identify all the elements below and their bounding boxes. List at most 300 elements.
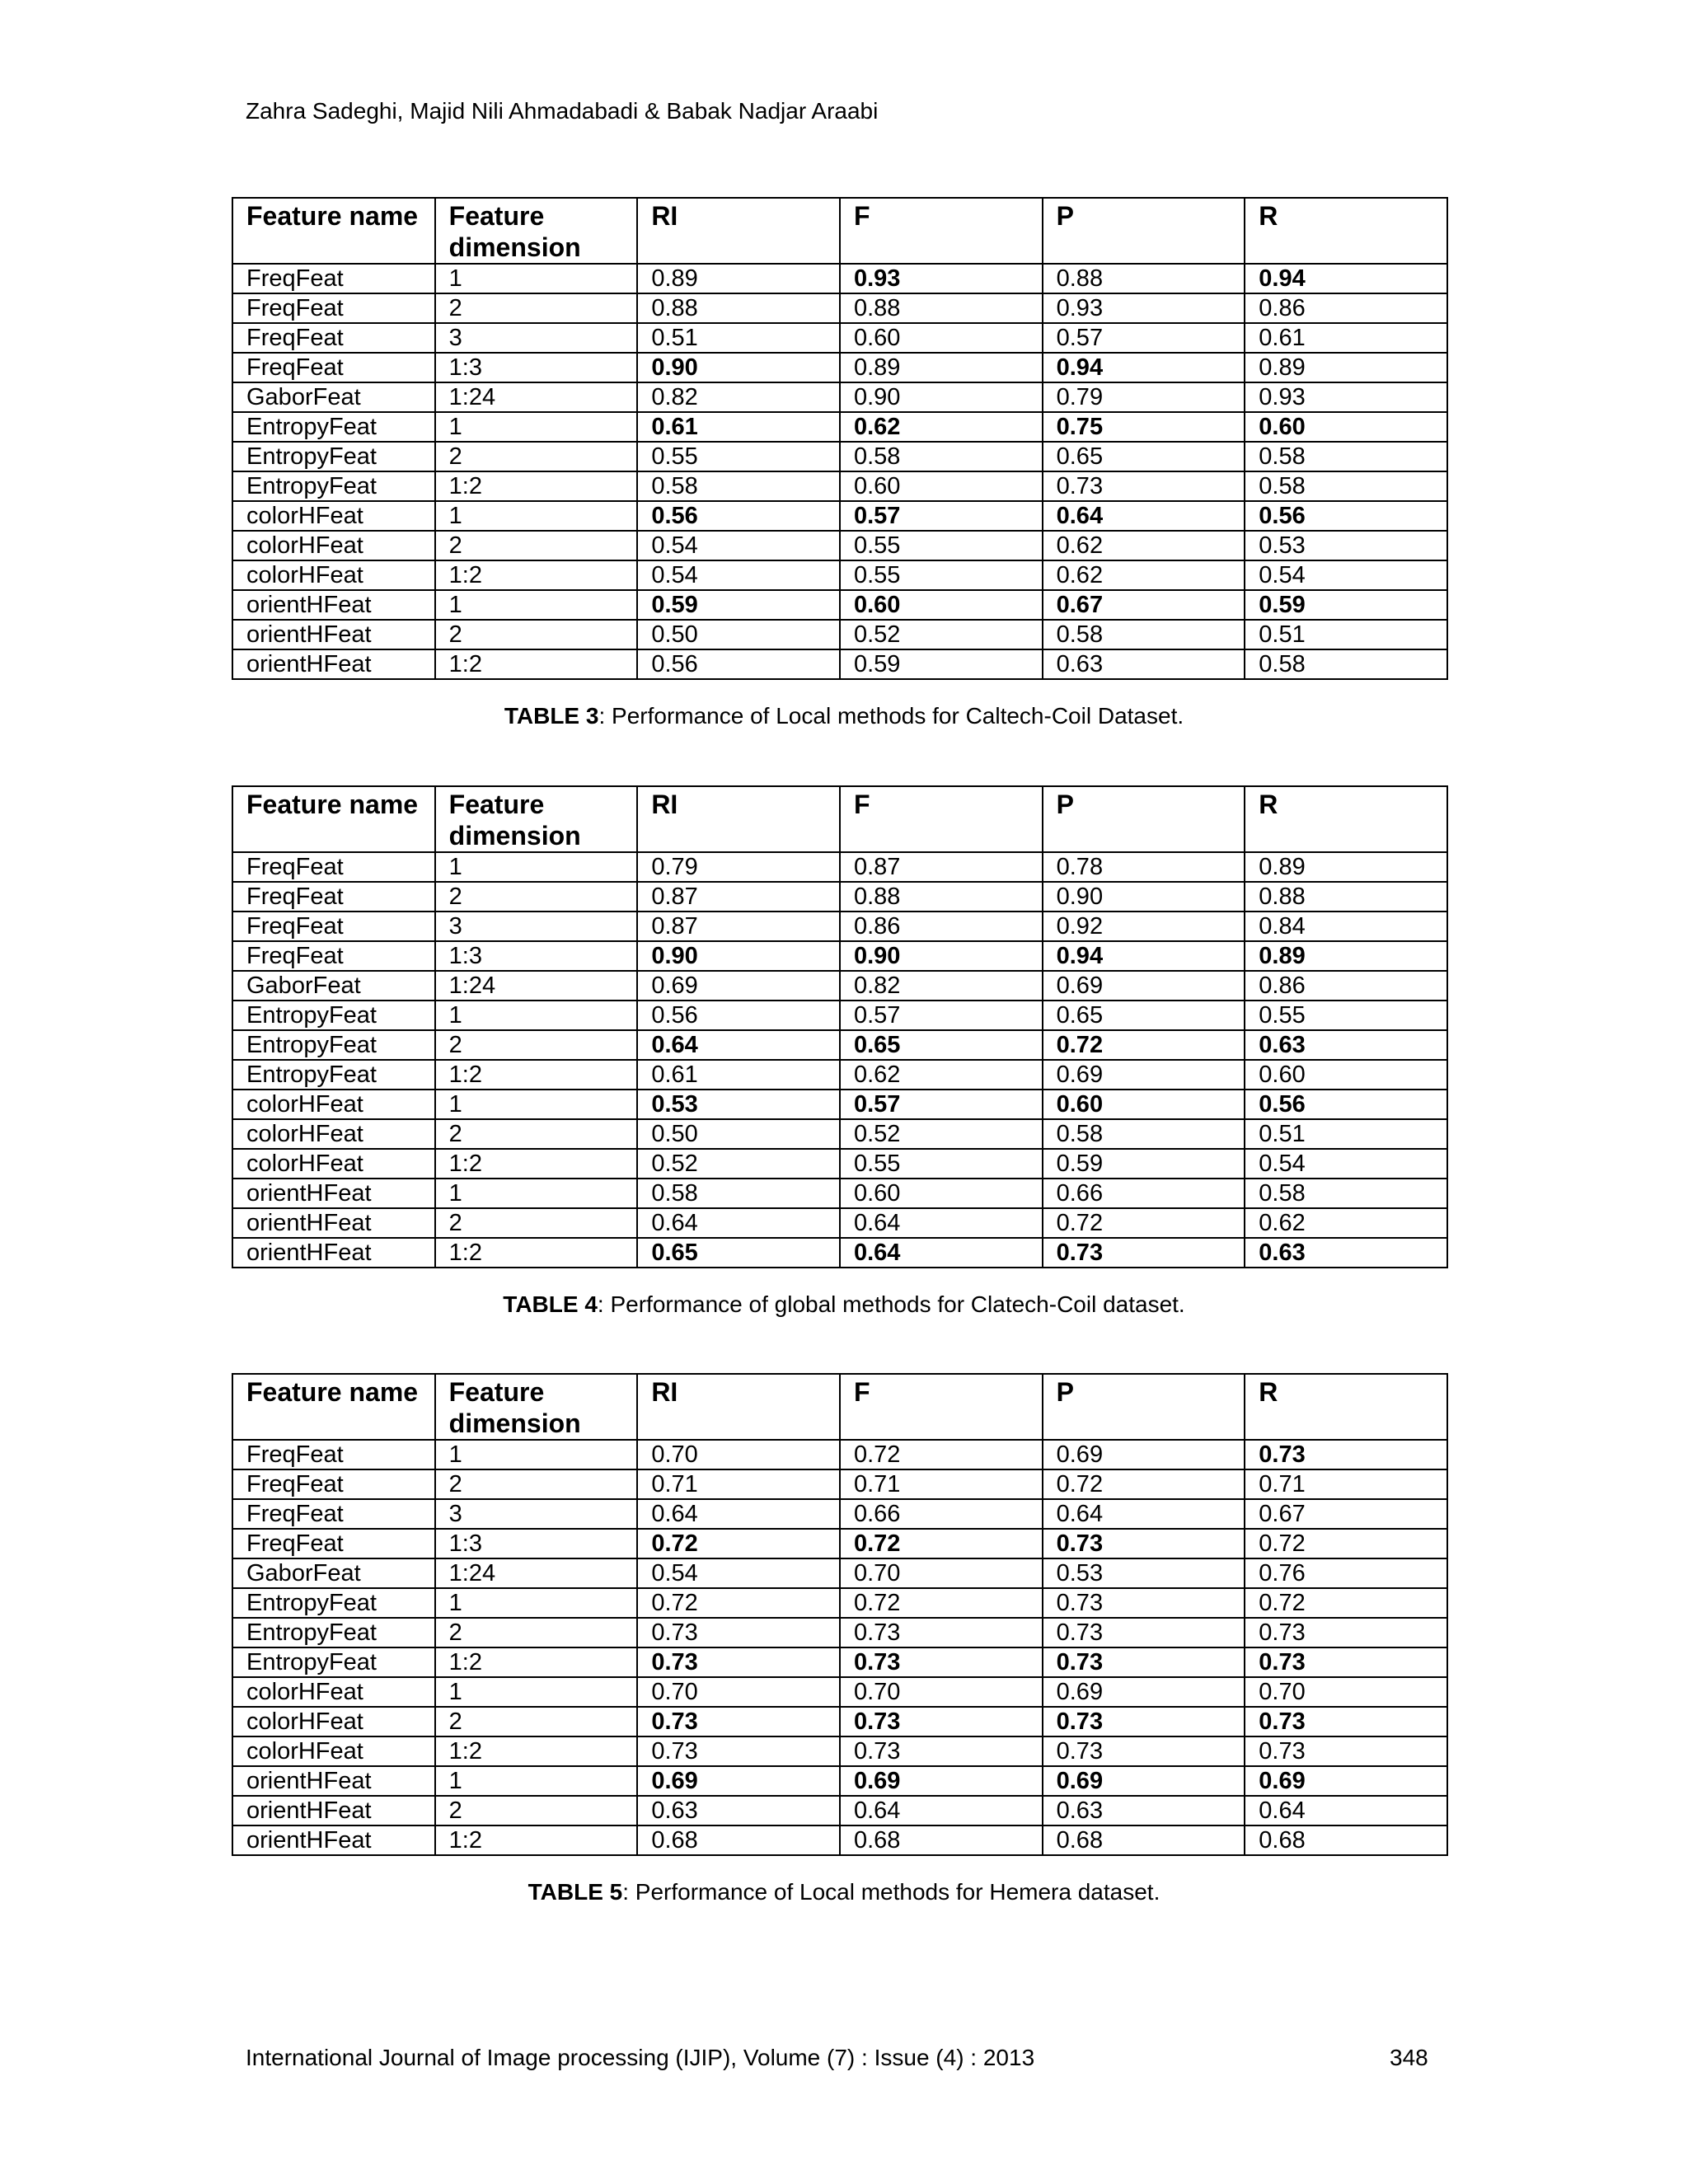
table-row (232, 1469, 1447, 1499)
table-cell: 0.73 (1245, 1736, 1447, 1766)
table-cell: 0.70 (637, 1440, 840, 1469)
table-cell: 0.72 (840, 1529, 1043, 1558)
table-cell: FreqFeat (232, 852, 435, 882)
table-cell: 0.64 (1043, 1499, 1245, 1529)
table-cell: 0.73 (1245, 1440, 1447, 1469)
table-row (232, 620, 1447, 649)
table-cell: 0.69 (1043, 1060, 1245, 1090)
table-cell: orientHFeat (232, 590, 435, 620)
header-row (232, 1374, 1447, 1440)
table-cell: EntropyFeat (232, 1618, 435, 1647)
table-cell: 1:2 (435, 1647, 638, 1677)
table-cell: 0.53 (637, 1090, 840, 1119)
table-cell: FreqFeat (232, 1529, 435, 1558)
table-cell: 1 (435, 1090, 638, 1119)
table-row (232, 531, 1447, 560)
caption-label: TABLE 5 (528, 1879, 623, 1905)
caption-text: : Performance of global methods for Clatech-Coil dataset. (597, 1291, 1185, 1317)
table-cell: 0.58 (1245, 649, 1447, 679)
table-row (232, 1090, 1447, 1119)
table-cell: 0.73 (1043, 1238, 1245, 1268)
table-cell: 0.55 (637, 442, 840, 471)
table-cell: 0.54 (1245, 560, 1447, 590)
table-row (232, 1647, 1447, 1677)
table-row (232, 501, 1447, 531)
table-row (232, 323, 1447, 353)
table-cell: 1:3 (435, 1529, 638, 1558)
table-cell: 0.55 (1245, 1001, 1447, 1030)
table-cell: 0.57 (1043, 323, 1245, 353)
column-header: Feature dimension (435, 786, 638, 852)
table-cell: orientHFeat (232, 649, 435, 679)
table-cell: 0.73 (637, 1647, 840, 1677)
table-5 (232, 1373, 1448, 1856)
column-header: Feature name (232, 786, 435, 852)
table-cell: 1 (435, 501, 638, 531)
table-cell: 2 (435, 882, 638, 912)
table-cell: 0.52 (840, 620, 1043, 649)
table-cell: 1 (435, 1179, 638, 1208)
header-row (232, 198, 1447, 264)
table-cell: 0.76 (1245, 1558, 1447, 1588)
table-row (232, 1440, 1447, 1469)
table-cell: 1:2 (435, 1238, 638, 1268)
column-header: RI (637, 198, 840, 264)
table-cell: 0.87 (637, 912, 840, 941)
table-row (232, 1707, 1447, 1736)
table-cell: 0.72 (840, 1440, 1043, 1469)
table-cell: 0.89 (1245, 941, 1447, 971)
table-4 (232, 785, 1448, 1268)
table-cell: 0.72 (1043, 1208, 1245, 1238)
table-cell: 1 (435, 1766, 638, 1796)
table-row (232, 560, 1447, 590)
table-cell: 0.63 (1043, 1796, 1245, 1825)
table-cell: 0.60 (1245, 412, 1447, 442)
table-cell: 0.64 (1043, 501, 1245, 531)
table-3 (232, 197, 1448, 680)
table-cell: 0.69 (840, 1766, 1043, 1796)
table-cell: 0.73 (1043, 1529, 1245, 1558)
table-cell: FreqFeat (232, 293, 435, 323)
table-cell: 1 (435, 1001, 638, 1030)
table-cell: 0.64 (637, 1208, 840, 1238)
table-cell: 0.93 (840, 264, 1043, 293)
table-cell: 0.73 (1043, 1707, 1245, 1736)
table-cell: 1:2 (435, 471, 638, 501)
table-cell: 1 (435, 1677, 638, 1707)
table-row (232, 1677, 1447, 1707)
table-cell: orientHFeat (232, 1825, 435, 1855)
column-header: F (840, 786, 1043, 852)
table-cell: 1:2 (435, 1060, 638, 1090)
table-cell: 0.94 (1043, 353, 1245, 382)
table-cell: 0.63 (1043, 649, 1245, 679)
table-4-caption (0, 1291, 1688, 1319)
table-cell: 0.94 (1043, 941, 1245, 971)
table-cell: 0.72 (637, 1588, 840, 1618)
table-cell: 0.60 (840, 590, 1043, 620)
table-cell: 1:24 (435, 1558, 638, 1588)
table-cell: 0.57 (840, 1001, 1043, 1030)
table-cell: orientHFeat (232, 1238, 435, 1268)
table-cell: 3 (435, 1499, 638, 1529)
table-cell: 0.88 (840, 293, 1043, 323)
table-row (232, 971, 1447, 1001)
table-row (232, 471, 1447, 501)
table-cell: GaborFeat (232, 971, 435, 1001)
table-cell: 0.58 (637, 1179, 840, 1208)
table-cell: 0.73 (840, 1618, 1043, 1647)
table-cell: 1:2 (435, 649, 638, 679)
table-cell: 0.89 (637, 264, 840, 293)
table-cell: 0.66 (840, 1499, 1043, 1529)
table-cell: 0.69 (1043, 1677, 1245, 1707)
table-cell: colorHFeat (232, 531, 435, 560)
column-header: Feature name (232, 198, 435, 264)
table-cell: 0.63 (1245, 1238, 1447, 1268)
table-row (232, 1149, 1447, 1179)
table-row (232, 649, 1447, 679)
table-cell: 0.87 (637, 882, 840, 912)
table-cell: 0.86 (840, 912, 1043, 941)
table-cell: 1:3 (435, 941, 638, 971)
table-cell: 0.52 (637, 1149, 840, 1179)
column-header: R (1245, 1374, 1447, 1440)
table-cell: 1 (435, 264, 638, 293)
column-header: Feature dimension (435, 198, 638, 264)
table-cell: 0.59 (1043, 1149, 1245, 1179)
table-cell: 0.58 (637, 471, 840, 501)
table-cell: 0.54 (637, 531, 840, 560)
table-cell: orientHFeat (232, 1766, 435, 1796)
table-row (232, 1558, 1447, 1588)
page-number: 348 (1390, 2045, 1428, 2070)
table-cell: 0.56 (1245, 501, 1447, 531)
table-row (232, 1060, 1447, 1090)
table-cell: 0.61 (1245, 323, 1447, 353)
table-cell: 0.72 (1245, 1529, 1447, 1558)
table-cell: 2 (435, 1707, 638, 1736)
table-cell: FreqFeat (232, 1469, 435, 1499)
table-cell: 0.62 (840, 412, 1043, 442)
table-row (232, 382, 1447, 412)
table-cell: 1:2 (435, 1825, 638, 1855)
table-cell: EntropyFeat (232, 1647, 435, 1677)
table-cell: 0.69 (1043, 1766, 1245, 1796)
table-cell: 0.73 (840, 1647, 1043, 1677)
table-row (232, 1766, 1447, 1796)
table-cell: 0.58 (1043, 1119, 1245, 1149)
table-cell: 0.55 (840, 1149, 1043, 1179)
table-cell: 1:3 (435, 353, 638, 382)
table-cell: 2 (435, 1208, 638, 1238)
table-cell: 0.53 (1245, 531, 1447, 560)
column-header: RI (637, 786, 840, 852)
table-cell: 0.86 (1245, 971, 1447, 1001)
table-cell: GaborFeat (232, 1558, 435, 1588)
caption-label: TABLE 3 (504, 703, 599, 729)
table-cell: 0.89 (1245, 852, 1447, 882)
column-header: R (1245, 198, 1447, 264)
table-cell: 0.94 (1245, 264, 1447, 293)
table-cell: colorHFeat (232, 1149, 435, 1179)
table-cell: 0.58 (840, 442, 1043, 471)
table-cell: 0.73 (637, 1618, 840, 1647)
column-header: RI (637, 1374, 840, 1440)
table-cell: 0.64 (840, 1208, 1043, 1238)
table-cell: 0.68 (840, 1825, 1043, 1855)
table-cell: 0.51 (1245, 620, 1447, 649)
table-cell: 3 (435, 912, 638, 941)
table-cell: 0.60 (840, 471, 1043, 501)
table-cell: 0.51 (1245, 1119, 1447, 1149)
table-cell: 1 (435, 1588, 638, 1618)
table-row (232, 1179, 1447, 1208)
table-cell: 1:2 (435, 560, 638, 590)
table-cell: 0.88 (637, 293, 840, 323)
table-cell: 0.50 (637, 620, 840, 649)
table-cell: colorHFeat (232, 1119, 435, 1149)
table-cell: 0.90 (637, 941, 840, 971)
table-row (232, 353, 1447, 382)
caption-label: TABLE 4 (503, 1291, 598, 1317)
table-cell: 0.78 (1043, 852, 1245, 882)
table-cell: FreqFeat (232, 1440, 435, 1469)
table-cell: 1 (435, 1440, 638, 1469)
table-cell: 0.53 (1043, 1558, 1245, 1588)
table-cell: 0.69 (1245, 1766, 1447, 1796)
table-cell: 0.73 (1043, 471, 1245, 501)
table-cell: 0.62 (1245, 1208, 1447, 1238)
table-cell: 0.72 (637, 1529, 840, 1558)
table-cell: 0.73 (1043, 1736, 1245, 1766)
table-cell: 0.73 (1043, 1618, 1245, 1647)
table-cell: 1:2 (435, 1736, 638, 1766)
table-cell: FreqFeat (232, 882, 435, 912)
table-cell: 0.71 (637, 1469, 840, 1499)
table-cell: 0.63 (637, 1796, 840, 1825)
table-row (232, 1030, 1447, 1060)
table-row (232, 1001, 1447, 1030)
table-row (232, 1238, 1447, 1268)
table-cell: colorHFeat (232, 1736, 435, 1766)
table-cell: 0.71 (840, 1469, 1043, 1499)
table-cell: 0.79 (637, 852, 840, 882)
table-cell: 0.90 (840, 941, 1043, 971)
table-cell: EntropyFeat (232, 471, 435, 501)
table-cell: 0.93 (1043, 293, 1245, 323)
table-cell: colorHFeat (232, 1677, 435, 1707)
table-cell: 1 (435, 852, 638, 882)
table-row (232, 1499, 1447, 1529)
table-cell: orientHFeat (232, 1796, 435, 1825)
table-row (232, 412, 1447, 442)
table-cell: EntropyFeat (232, 1030, 435, 1060)
table-cell: 2 (435, 1469, 638, 1499)
table-cell: 0.56 (637, 1001, 840, 1030)
table-cell: FreqFeat (232, 912, 435, 941)
table-cell: 0.70 (637, 1677, 840, 1707)
table-cell: 0.52 (840, 1119, 1043, 1149)
table-cell: 0.65 (1043, 1001, 1245, 1030)
table-cell: 0.89 (840, 353, 1043, 382)
table-cell: 0.82 (840, 971, 1043, 1001)
table-cell: 0.69 (1043, 1440, 1245, 1469)
table-cell: 0.73 (637, 1736, 840, 1766)
table-cell: 0.68 (1043, 1825, 1245, 1855)
table-row (232, 590, 1447, 620)
table-cell: 0.71 (1245, 1469, 1447, 1499)
table-cell: 2 (435, 1618, 638, 1647)
table-row (232, 1119, 1447, 1149)
table-row (232, 293, 1447, 323)
table-cell: 0.69 (637, 971, 840, 1001)
table-cell: 0.60 (1245, 1060, 1447, 1090)
table-cell: 0.69 (1043, 971, 1245, 1001)
header-row (232, 786, 1447, 852)
table-cell: 0.70 (840, 1558, 1043, 1588)
column-header: Feature dimension (435, 1374, 638, 1440)
table-cell: 0.90 (1043, 882, 1245, 912)
column-header: Feature name (232, 1374, 435, 1440)
caption-text: : Performance of Local methods for Caltech-Coil Dataset. (598, 703, 1184, 729)
table-cell: colorHFeat (232, 1707, 435, 1736)
table-cell: 0.88 (1245, 882, 1447, 912)
table-cell: 0.56 (637, 649, 840, 679)
table-cell: FreqFeat (232, 1499, 435, 1529)
table-cell: 0.79 (1043, 382, 1245, 412)
table-cell: 0.72 (840, 1588, 1043, 1618)
table-cell: 0.54 (637, 560, 840, 590)
table-cell: 0.73 (1043, 1588, 1245, 1618)
column-header: P (1043, 786, 1245, 852)
table-3-caption (0, 702, 1688, 730)
table-cell: 0.60 (1043, 1090, 1245, 1119)
table-cell: 0.73 (1245, 1618, 1447, 1647)
column-header: F (840, 1374, 1043, 1440)
table-cell: 0.65 (1043, 442, 1245, 471)
table-cell: 0.67 (1245, 1499, 1447, 1529)
table-cell: 0.58 (1245, 1179, 1447, 1208)
table-cell: EntropyFeat (232, 1060, 435, 1090)
table-cell: 0.61 (637, 1060, 840, 1090)
table-cell: 0.54 (637, 1558, 840, 1588)
table-cell: 0.64 (637, 1030, 840, 1060)
table-cell: 0.86 (1245, 293, 1447, 323)
running-header: Zahra Sadeghi, Majid Nili Ahmadabadi & Babak Nadjar Araabi (246, 98, 879, 124)
table-cell: colorHFeat (232, 501, 435, 531)
column-header: P (1043, 198, 1245, 264)
table-cell: 0.89 (1245, 353, 1447, 382)
table-cell: 0.51 (637, 323, 840, 353)
table-cell: 2 (435, 1119, 638, 1149)
table-cell: 0.65 (840, 1030, 1043, 1060)
table-cell: 0.56 (1245, 1090, 1447, 1119)
table-cell: 0.61 (637, 412, 840, 442)
table-cell: 1:2 (435, 1149, 638, 1179)
table-cell: colorHFeat (232, 1090, 435, 1119)
caption-text: : Performance of Local methods for Hemera dataset. (622, 1879, 1160, 1905)
table-cell: EntropyFeat (232, 412, 435, 442)
table-cell: 0.56 (637, 501, 840, 531)
table-cell: 0.54 (1245, 1149, 1447, 1179)
table-row (232, 1825, 1447, 1855)
table-cell: 2 (435, 1796, 638, 1825)
table-cell: EntropyFeat (232, 1001, 435, 1030)
table-cell: 0.55 (840, 531, 1043, 560)
table-cell: 0.60 (840, 323, 1043, 353)
table-row (232, 1588, 1447, 1618)
table-cell: 0.60 (840, 1179, 1043, 1208)
table-row (232, 852, 1447, 882)
table-cell: 0.73 (840, 1736, 1043, 1766)
table-cell: 0.87 (840, 852, 1043, 882)
table-cell: 0.73 (840, 1707, 1043, 1736)
table-cell: 0.58 (1245, 442, 1447, 471)
table-cell: 3 (435, 323, 638, 353)
journal-footer: International Journal of Image processing (IJIP), Volume (7) : Issue (4) : 2013 (246, 2045, 1035, 2070)
table-cell: 0.57 (840, 501, 1043, 531)
table-cell: 0.72 (1043, 1030, 1245, 1060)
table-cell: 0.59 (1245, 590, 1447, 620)
table-row (232, 941, 1447, 971)
table-cell: 0.72 (1043, 1469, 1245, 1499)
table-cell: colorHFeat (232, 560, 435, 590)
table-cell: 0.67 (1043, 590, 1245, 620)
table-cell: 0.64 (840, 1238, 1043, 1268)
table-cell: GaborFeat (232, 382, 435, 412)
table-cell: 0.73 (637, 1707, 840, 1736)
table-cell: 0.72 (1245, 1588, 1447, 1618)
table-cell: EntropyFeat (232, 442, 435, 471)
column-header: F (840, 198, 1043, 264)
table-cell: 0.68 (1245, 1825, 1447, 1855)
table-cell: 0.92 (1043, 912, 1245, 941)
table-cell: 0.62 (1043, 531, 1245, 560)
table-row (232, 1208, 1447, 1238)
table-cell: 0.90 (637, 353, 840, 382)
table-cell: 0.75 (1043, 412, 1245, 442)
table-cell: 0.73 (1043, 1647, 1245, 1677)
table-cell: 0.65 (637, 1238, 840, 1268)
table-cell: 0.64 (637, 1499, 840, 1529)
table-cell: 0.84 (1245, 912, 1447, 941)
table-cell: 0.62 (1043, 560, 1245, 590)
table-cell: 2 (435, 442, 638, 471)
table-row (232, 264, 1447, 293)
table-cell: 0.64 (840, 1796, 1043, 1825)
table-cell: FreqFeat (232, 323, 435, 353)
table-cell: 0.68 (637, 1825, 840, 1855)
table-cell: FreqFeat (232, 264, 435, 293)
table-5-caption (0, 1878, 1688, 1906)
table-cell: 2 (435, 620, 638, 649)
table-cell: 0.62 (840, 1060, 1043, 1090)
table-cell: orientHFeat (232, 1208, 435, 1238)
table-cell: EntropyFeat (232, 1588, 435, 1618)
table-cell: 0.63 (1245, 1030, 1447, 1060)
table-cell: FreqFeat (232, 941, 435, 971)
table-cell: 0.88 (840, 882, 1043, 912)
table-cell: 1:24 (435, 382, 638, 412)
table-row (232, 912, 1447, 941)
table-cell: 0.66 (1043, 1179, 1245, 1208)
table-cell: 0.70 (1245, 1677, 1447, 1707)
table-cell: 0.69 (637, 1766, 840, 1796)
table-cell: 0.88 (1043, 264, 1245, 293)
table-cell: 0.58 (1043, 620, 1245, 649)
